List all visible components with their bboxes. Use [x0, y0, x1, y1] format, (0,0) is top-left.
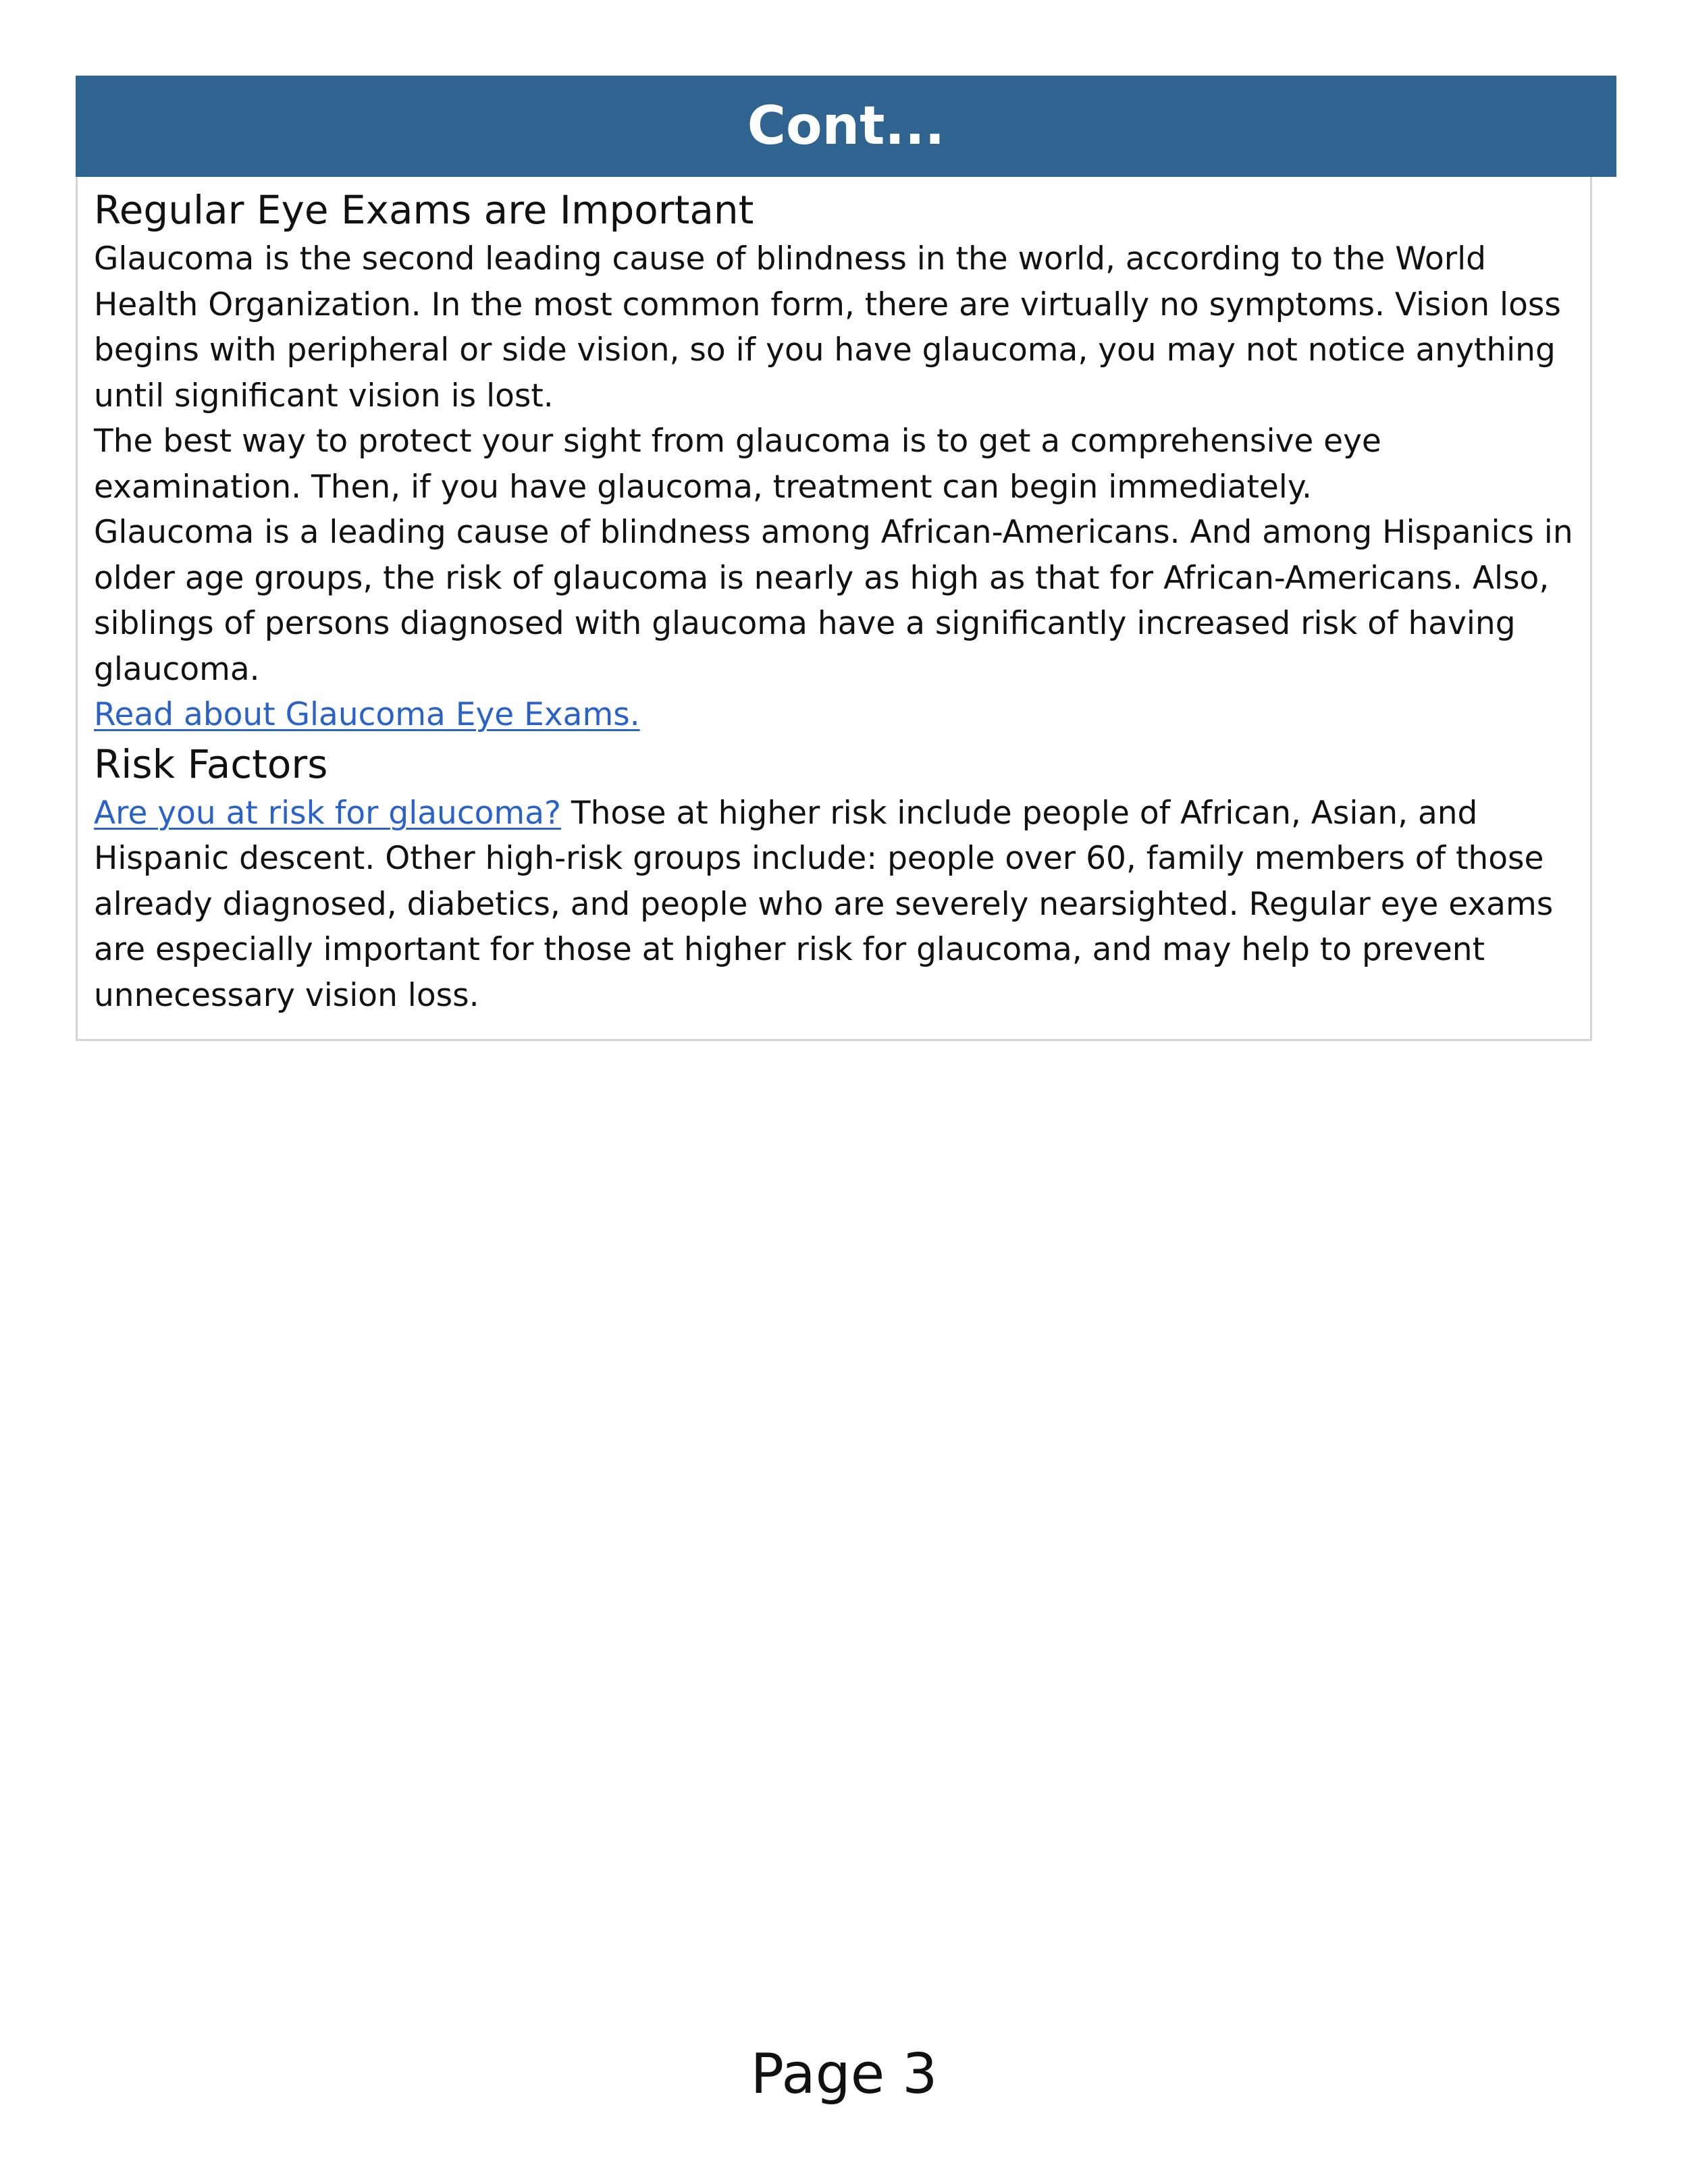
- paragraph-african-americans-risk: Glaucoma is a leading cause of blindness among African-Americans. And among Hispanics in older age groups, the risk of glaucoma is nearly as high as that for African-Americans. Also, siblings of persons diagnosed with glaucoma have a significantly increased risk of having glaucoma.: [94, 514, 1573, 688]
- header-title: Cont...: [747, 96, 945, 157]
- at-risk-for-glaucoma-link[interactable]: Are you at risk for glaucoma?: [94, 794, 561, 832]
- section-header-bar: [76, 76, 1616, 177]
- heading-risk-factors: Risk Factors: [94, 741, 328, 787]
- paragraph-glaucoma-second-leading: Glaucoma is the second leading cause of blindness in the world, according to the World Health Organization. In the most common form, there are virtually no symptoms. Vision loss begins with peripheral or side vision, so if you have glaucoma, you may not notice anything until significant vision is lost.: [94, 240, 1561, 415]
- content-box: [76, 177, 1592, 1041]
- exams-link-line: [94, 692, 1579, 738]
- risk-factors-text: Those at higher risk include people of African, Asian, and Hispanic descent. Other high-risk groups include: people over 60, family members of those already diagnosed, diabetics, and people who are severely nearsighted. Regular eye exams are especially important for those at higher risk for glaucoma, and may help to prevent unnecessary vision loss.: [94, 794, 1554, 1014]
- page-number: Page 3: [750, 2042, 938, 2106]
- paragraph-risk-factors: [94, 791, 1579, 1019]
- read-about-glaucoma-exams-link[interactable]: Read about Glaucoma Eye Exams.: [94, 696, 640, 733]
- heading-regular-eye-exams: Regular Eye Exams are Important: [94, 187, 754, 233]
- paragraph-best-way-protect: The best way to protect your sight from glaucoma is to get a comprehensive eye examination. Then, if you have glaucoma, treatment can begin immediately.: [94, 423, 1381, 506]
- content-inner: [94, 184, 1579, 1018]
